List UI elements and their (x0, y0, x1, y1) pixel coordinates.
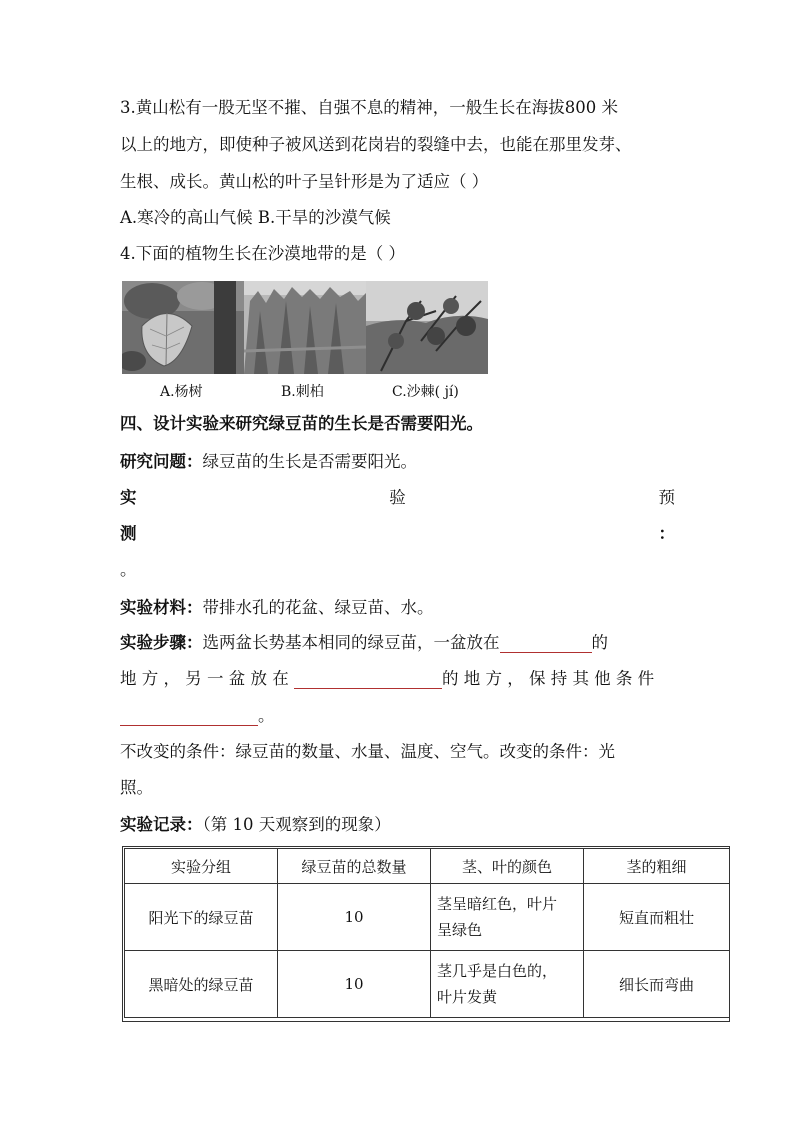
juniper-photo (244, 281, 366, 374)
header-color: 茎、叶的颜色 (431, 849, 584, 884)
record-text: （第 10 天观察到的现象） (202, 815, 391, 834)
steps-text-1: 选两盆长势基本相同的绿豆苗，一盆放在 (202, 633, 500, 652)
row-2-color-line-1: 茎几乎是白色的， (437, 962, 558, 980)
caption-c: C.沙棘( jí) (392, 384, 459, 400)
row-1-group: 阳光下的绿豆苗 (125, 884, 278, 951)
table-header-row (125, 849, 730, 884)
row-1-thickness: 短直而粗壮 (584, 884, 730, 951)
row-2-count: 10 (278, 951, 431, 1018)
steps-text-2b: 的 地 方 ， 保 持 其 他 条 件 (441, 669, 655, 688)
row-1-count: 10 (278, 884, 431, 951)
header-count: 绿豆苗的总数量 (278, 849, 431, 884)
row-2-thickness: 细长而弯曲 (584, 951, 730, 1018)
steps-text-2a: 地 方 ， 另 一 盆 放 在 (120, 669, 289, 688)
research-label: 研究问题： (120, 452, 203, 471)
prediction-char-2: 验 (389, 488, 406, 507)
steps-line-2 (120, 669, 654, 689)
conditions-line-1: 不改变的条件：绿豆苗的数量、水量、温度、空气。改变的条件：光 (120, 742, 615, 761)
q3-line-2: 以上的地方，即使种子被风送到花岗岩的裂缝中去，也能在那里发芽、 (120, 135, 632, 154)
materials (120, 598, 434, 618)
blank-3[interactable] (120, 708, 258, 726)
row-1-color-line-2: 呈绿色 (437, 921, 483, 939)
poplar-photo (122, 281, 244, 374)
blank-1[interactable] (500, 635, 592, 653)
plant-photos (122, 281, 488, 374)
table-row (125, 951, 730, 1018)
research-question (120, 452, 417, 472)
record (120, 815, 391, 835)
row-2-color-line-2: 叶片发黄 (437, 988, 498, 1006)
steps-label: 实验步骤： (120, 633, 203, 652)
row-1-color (431, 884, 584, 951)
prediction-line-1 (120, 488, 675, 508)
row-2-group: 黑暗处的绿豆苗 (125, 951, 278, 1018)
steps-line-1 (120, 633, 608, 653)
experiment-table (124, 848, 730, 1018)
research-text: 绿豆苗的生长是否需要阳光。 (202, 452, 417, 471)
prediction-char-1: 实 (120, 488, 137, 507)
caption-a: A.杨树 (160, 384, 203, 400)
header-group: 实验分组 (125, 849, 278, 884)
steps-line-3 (120, 706, 275, 726)
row-2-color (431, 951, 584, 1018)
sea-buckthorn-photo (366, 281, 488, 374)
conditions-line-2: 照。 (120, 778, 153, 797)
steps-text-1-end: 的 (591, 633, 608, 652)
section-4-title: 四、设计实验来研究绿豆苗的生长是否需要阳光。 (120, 414, 483, 433)
row-1-color-line-1: 茎呈暗红色，叶片 (437, 895, 558, 913)
prediction-char-3: 预 (658, 488, 675, 507)
caption-b: B.刺柏 (281, 384, 324, 400)
prediction-line-2 (120, 524, 675, 544)
q3-line-3: 生根、成长。黄山松的叶子呈针形是为了适应（ ） (120, 172, 489, 191)
prediction-char-4: 测 (120, 524, 137, 543)
q4-question: 4.下面的植物生长在沙漠地带的是（ ） (120, 244, 405, 263)
q3-line-1: 3.黄山松有一股无坚不摧、自强不息的精神，一般生长在海拔800 米 (120, 98, 618, 117)
prediction-colon: ： (658, 524, 675, 543)
steps-end: 。 (258, 706, 275, 725)
prediction-period: 。 (120, 560, 137, 579)
materials-text: 带排水孔的花盆、绿豆苗、水。 (202, 598, 434, 617)
q3-options: A.寒冷的高山气候 B.干旱的沙漠气候 (120, 208, 391, 227)
table-row (125, 884, 730, 951)
materials-label: 实验材料： (120, 598, 203, 617)
record-label: 实验记录： (120, 815, 203, 834)
blank-2[interactable] (294, 671, 442, 689)
header-thickness: 茎的粗细 (584, 849, 730, 884)
